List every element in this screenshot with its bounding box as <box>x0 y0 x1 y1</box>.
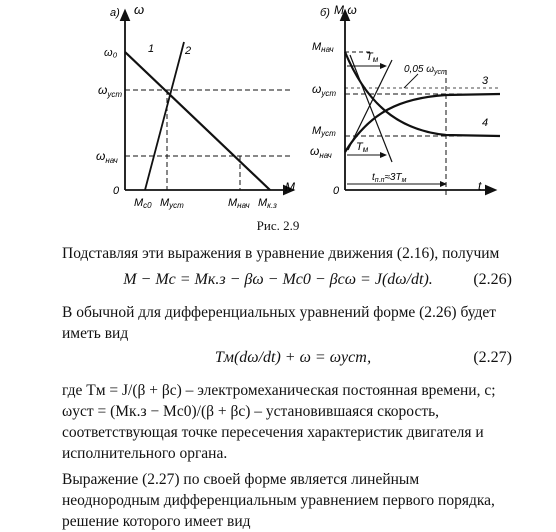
panel-b-curve-4-label: 4 <box>482 117 489 129</box>
equation-2-27-number: (2.27) <box>473 349 512 366</box>
panel-b-m-nach-label: Mнач <box>312 41 334 54</box>
panel-a-label: а) <box>110 7 120 19</box>
panel-b-curve-3-label: 3 <box>482 75 489 87</box>
panel-a-omega0-label: ω₀ <box>104 47 118 59</box>
panel-a <box>96 2 295 210</box>
panel-b-tm-bottom-label: Tм <box>356 141 369 154</box>
panel-b-y-axis-label: M ω <box>334 3 357 17</box>
paragraph-1: Подставляя эти выражения в уравнение движения (2.16), получим <box>62 245 500 262</box>
panel-b <box>310 3 500 197</box>
panel-b-omega-nach-label: $\omega_{нач}$ <box>310 144 332 160</box>
figure-2-9 <box>0 0 556 215</box>
panel-a-m-nach-label: Mнач <box>228 197 250 210</box>
panel-b-omega-ust-label: $\omega_{уст}$ <box>312 82 337 98</box>
panel-a-curve-1-label: 1 <box>148 43 155 55</box>
panel-b-label: б) <box>320 7 330 19</box>
paragraph-3: где Tм = J/(β + βс) – электромеханическая постоянная времени, с; ωуст = (Mк.з − Mс0)/(β + βс) – установившаяся скорость, соответствующая точке пересечения характеристик двигателя и исполнительного органа. <box>62 382 496 462</box>
panel-b-origin: 0 <box>333 185 340 197</box>
panel-a-m-ust-label: Mуст <box>160 197 184 210</box>
paragraph-4: Выражение (2.27) по своей форме является линейным неоднородным дифференциальным уравнением первого порядка, решение которого имеет вид <box>62 471 495 530</box>
equation-2-26-number: (2.26) <box>473 271 512 288</box>
panel-b-tm-top-label: Tм <box>366 51 379 64</box>
panel-a-m-c0-label: Mc0 <box>134 197 152 210</box>
panel-a-curve-2-label: 2 <box>185 45 192 57</box>
panel-a-y-axis-label: ω <box>134 2 145 17</box>
panel-a-curve-1 <box>125 52 270 190</box>
panel-b-m-ust-label: Mуст <box>312 125 336 138</box>
panel-a-omega-nach-label: $\omega_{нач}$ <box>96 149 118 165</box>
panel-a-m-kz-label: Mк.з <box>258 197 277 210</box>
figure-caption: Рис. 2.9 <box>256 218 300 233</box>
paragraph-2: В обычной для дифференциальных уравнений форме (2.26) будет иметь вид <box>62 304 497 342</box>
panel-b-tpp-label: $t_{п.п}\approx 3T_м$ <box>372 172 407 184</box>
panel-a-origin: 0 <box>113 185 120 197</box>
panel-a-x-axis-label: M <box>285 180 295 194</box>
panel-a-curve-2 <box>145 42 184 190</box>
panel-a-omega-ust-label: $\omega_{уст}$ <box>98 83 123 99</box>
panel-b-tolerance-pointer <box>404 74 418 88</box>
panel-b-tolerance-label: 0,05 $\omega_{уст}$ <box>404 64 447 76</box>
equation-2-27-body: Tм(dω/dt) + ω = ωуст, <box>214 349 372 366</box>
equation-2-26-body: M − Mс = Mк.з − βω − Mс0 − βсω = J(dω/dt). <box>123 271 433 288</box>
panel-b-x-axis-label: t <box>478 179 482 193</box>
